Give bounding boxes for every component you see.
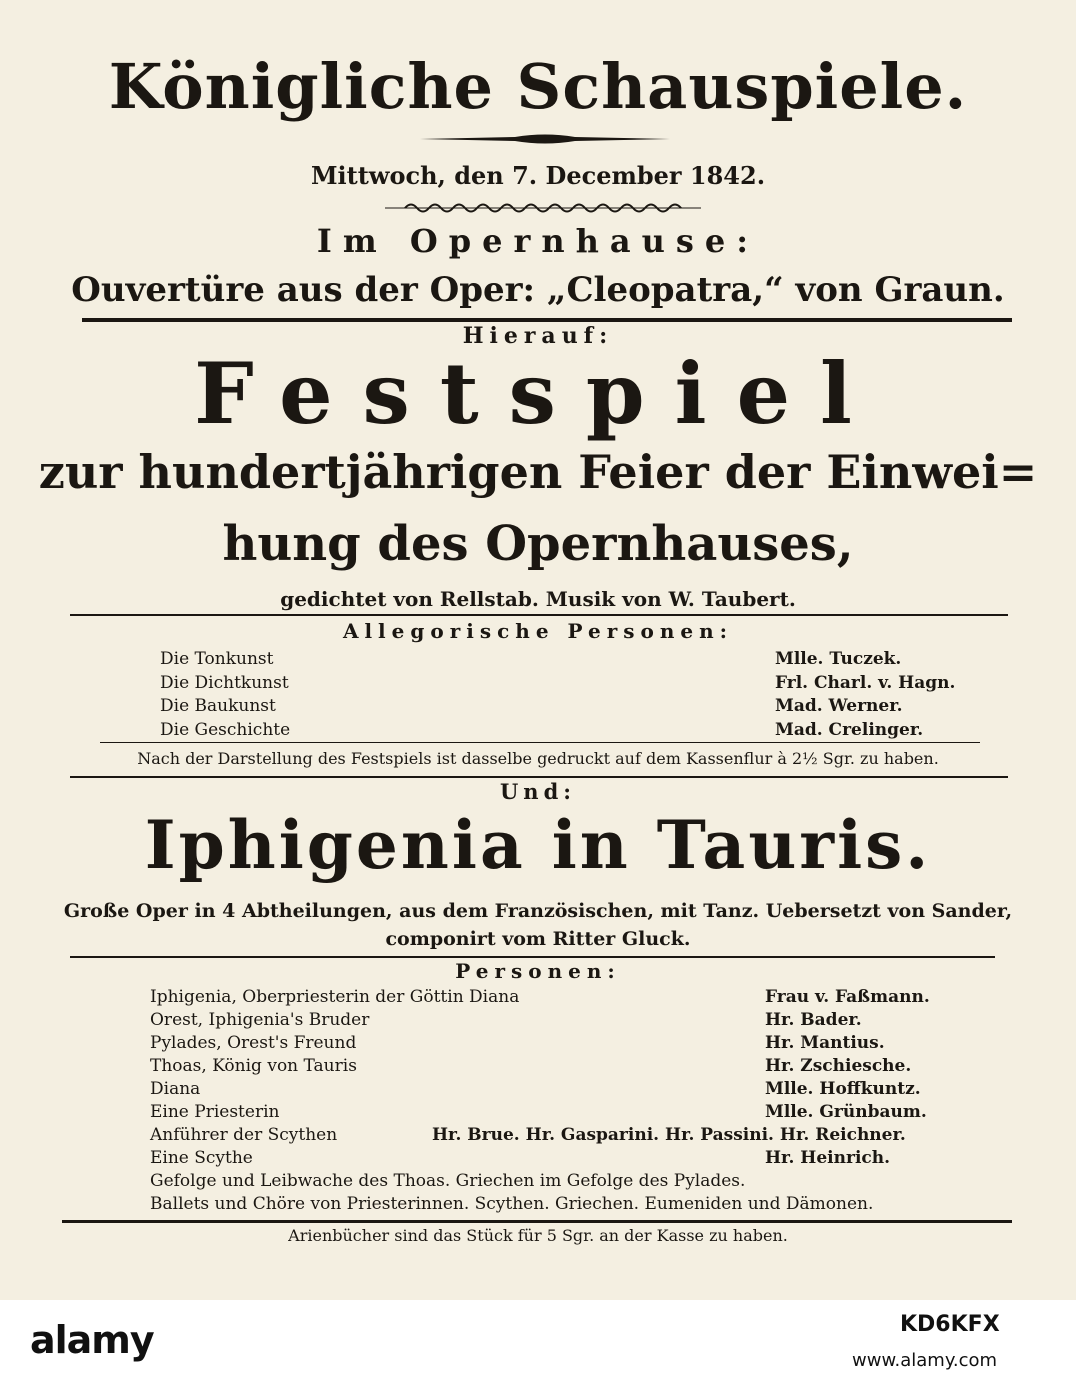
festspiel-note: Nach der Darstellung des Festspiels ist dasselbe gedruckt auf dem Kassenflur à 2½ Sgr. zu haben. (137, 749, 939, 768)
ensemble-line-1: Gefolge und Leibwache des Thoas. Griechen im Gefolge des Pylades. (150, 1171, 746, 1191)
divider (100, 742, 980, 743)
festspiel-credits: gedichtet von Rellstab. Musik von W. Taubert. (280, 587, 796, 611)
role-name: Orest, Iphigenia's Bruder (150, 1010, 370, 1030)
role-name: Anführer der Scythen (150, 1125, 338, 1145)
allegorical-actors (775, 648, 955, 742)
actor-name: Frau v. Faßmann. (765, 987, 930, 1007)
actor-name: Mlle. Grünbaum. (765, 1102, 927, 1122)
wavy-ornament (385, 200, 701, 216)
actor-name: Mlle. Hoffkuntz. (765, 1079, 921, 1099)
actor-name: Hr. Heinrich. (765, 1148, 891, 1168)
festspiel-title: Festspiel (194, 344, 882, 443)
und-label: Und: (499, 779, 577, 804)
venue-line: Im Opernhause: (316, 222, 760, 260)
image-id: KD6KFX (900, 1312, 1000, 1337)
overture-line: Ouvertüre aus der Oper: „Cleopatra,“ von Graun. (71, 270, 1005, 310)
actor-name: Hr. Mantius. (765, 1033, 885, 1053)
divider (70, 956, 995, 958)
festspiel-subtitle-1: zur hundertjährigen Feier der Einwei= (38, 445, 1038, 499)
opera-title: Iphigenia in Tauris. (144, 806, 932, 884)
personen-heading: Personen: (455, 959, 621, 983)
stock-url: www.alamy.com (852, 1350, 998, 1371)
actor-name: Mlle. Tuczek. (775, 649, 902, 669)
alamy-logo: alamy (30, 1318, 154, 1362)
role-name: Diana (150, 1079, 201, 1099)
divider (70, 614, 1008, 616)
actor-name: Mad. Werner. (775, 696, 903, 716)
actor-name: Mad. Crelinger. (775, 719, 924, 740)
actor-name: Hr. Bader. (765, 1010, 862, 1030)
role-name: Eine Scythe (150, 1148, 253, 1168)
performance-date: Mittwoch, den 7. December 1842. (310, 161, 766, 190)
libretto-note: Arienbücher sind das Stück für 5 Sgr. an der Kasse zu haben. (288, 1226, 788, 1245)
role-name: Die Tonkunst (160, 649, 274, 669)
actor-name: Frl. Charl. v. Hagn. (775, 672, 956, 693)
role-name: Eine Priesterin (150, 1102, 280, 1122)
opera-subtitle-1: Große Oper in 4 Abtheilungen, aus dem Französischen, mit Tanz. Uebersetzt von Sander, (63, 900, 1013, 922)
role-name: Die Dichtkunst (160, 672, 289, 693)
role-name: Die Baukunst (160, 696, 276, 716)
header-title: Königliche Schauspiele. (108, 50, 968, 123)
divider (82, 318, 1012, 322)
divider (62, 1220, 1012, 1223)
role-name: Die Geschichte (160, 719, 291, 740)
allegorical-roles (160, 648, 290, 742)
hierauf-label: Hierauf: (462, 323, 614, 349)
ornament-rule (420, 132, 670, 146)
scythian-leaders-actors: Hr. Brue. Hr. Gasparini. Hr. Passini. Hr. Reichner. (432, 1125, 906, 1145)
role-name: Iphigenia, Oberpriesterin der Göttin Diana (150, 987, 520, 1007)
opera-subtitle-2: componirt vom Ritter Gluck. (385, 928, 691, 950)
allegorical-heading: Allegorische Personen: (342, 619, 734, 643)
ensemble-line-2: Ballets und Chöre von Priesterinnen. Scythen. Griechen. Eumeniden und Dämonen. (150, 1194, 874, 1214)
role-name: Pylades, Orest's Freund (150, 1033, 357, 1053)
actor-name: Hr. Zschiesche. (765, 1056, 912, 1076)
festspiel-subtitle-2: hung des Opernhauses, (222, 516, 854, 572)
role-name: Thoas, König von Tauris (150, 1056, 357, 1076)
divider (70, 776, 1008, 778)
